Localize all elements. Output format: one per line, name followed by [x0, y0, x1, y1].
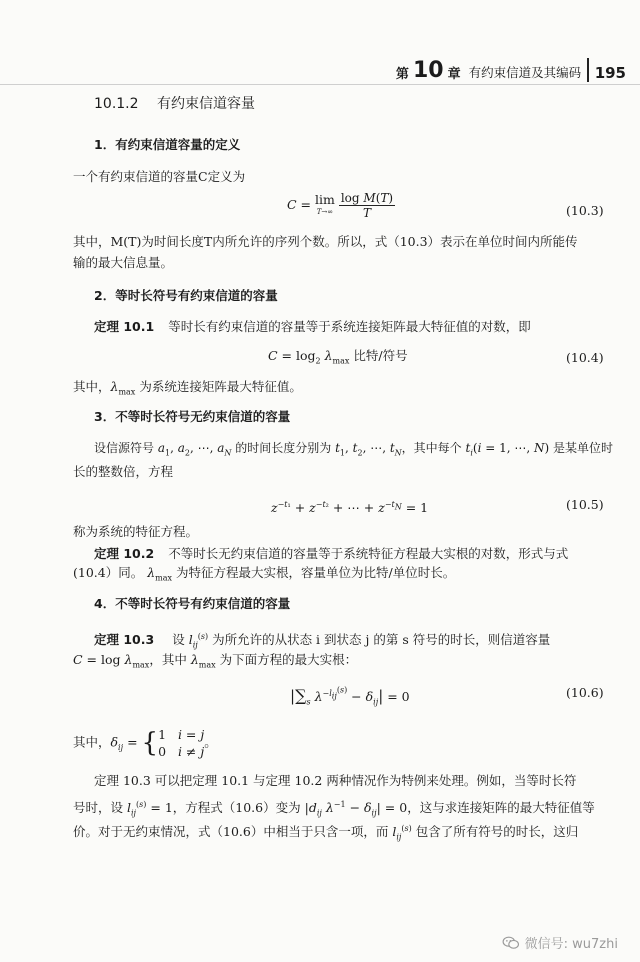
equation-unit: 比特/符号 — [353, 348, 408, 363]
sub3-line2: 长的整数倍，方程 — [73, 464, 174, 479]
theorem-label: 定理 10.2 — [94, 546, 155, 561]
sub4-para-line2: 号时，设 $l_{ij}^{(s)} = 1$，方程式（10.6）变为 $|d_{ij}$ $\lambda^{-1} - \delta_{ij}| = 0$，这与求连接矩阵的最大特征值等 — [73, 800, 595, 818]
chapter-suffix: 章 — [447, 67, 461, 82]
p3-b: 包含了所有符号的时长，这归 — [415, 824, 579, 840]
l1-b: 的时间长度分别为 — [235, 441, 332, 455]
theorem-label: 定理 10.1 — [94, 319, 155, 334]
t3-a: 设 — [172, 632, 185, 648]
equation-10-3: C = lim T→∞ $\frac{\text{log M(T)}}{T}$ — [287, 191, 394, 220]
delta-definition: 其中，$\delta_{ij} = \{1$ i = j 0 i ≠ j。 — [73, 727, 217, 759]
page-number: 195 — [594, 64, 626, 82]
sub3-after: 称为系统的特征方程。 — [73, 524, 199, 539]
theorem-label: 定理 10.3 — [94, 632, 155, 648]
equation-10-4: $C = \log_2 \lambda_{max}$ 比特/符号 — [268, 348, 408, 366]
l1-d: 是某单位时 — [553, 441, 614, 455]
p3-a: 价。对于无约束情况，式（10.6）中相当于只含一项，而 — [73, 824, 389, 840]
fraction: $\frac{\text{log M(T)}}{T}$ — [340, 191, 394, 220]
delta-prefix: 其中， — [73, 734, 111, 750]
sub4-para-line1: 定理 10.3 可以把定理 10.1 与定理 10.2 两种情况作为特例来处理。例如，当等时长符 — [94, 773, 577, 788]
running-header — [396, 56, 626, 82]
chapter-number: 10 — [412, 58, 444, 83]
l1-c: ，其中每个 — [401, 441, 462, 455]
p2-c: ，这与求连接矩阵的最大特征值等 — [407, 800, 595, 816]
eq-number-10-6: (10.6) — [566, 685, 604, 700]
header-rule — [0, 84, 640, 85]
watermark-text: 微信号: wu7zhi — [524, 937, 618, 952]
limit-operator: lim T→∞ — [315, 191, 335, 216]
theorem-text: 等时长有约束信道的容量等于系统连接矩阵最大特征值的对数，即 — [168, 319, 531, 334]
theorem-10-2-line2: (10.4）同。 $\lambda_{max}$ 为特征方程最大实根，容量单位为比特/单位时长。 — [73, 565, 456, 583]
header-divider — [587, 58, 589, 82]
t2-post: 为特征方程最大实根，容量单位为比特/单位时长。 — [176, 565, 456, 580]
sub1-para-line2: 输的最大信息量。 — [73, 255, 174, 270]
sub1-para-line1: 其中，M(T)为时间长度T内所允许的序列个数。所以，式（10.3）表示在单位时间内所能传 — [73, 234, 578, 249]
theorem-10-1 — [94, 319, 531, 335]
equation-10-6: $|\sum_s$ $\lambda^{-l_{ij}^{(s)}} - \delta_{ij}| = 0$ — [290, 685, 410, 707]
section-heading — [94, 96, 255, 112]
t3-c: ，其中 — [149, 652, 187, 667]
chapter-title: 有约束信道及其编码 — [468, 65, 582, 80]
theorem-10-3: 定理 10.3 设 $l_{ij}^{(s)}$ 为所允许的从状态 i 到状态 j 的第 s 符号的时长，则信道容量 — [94, 632, 551, 650]
eq-number-10-3: (10.3) — [566, 203, 604, 218]
l1-a: 设信源符号 — [94, 441, 155, 455]
wechat-icon — [502, 936, 520, 950]
sub4-para-line3: 价。对于无约束情况，式（10.6）中相当于只含一项，而 $l_{ij}^{(s)}$ 包含了所有符号的时长，这归 — [73, 824, 579, 842]
theorem-10-3-line2: $C = \log \lambda_{max}$，其中 $\lambda_{max}$ 为下面方程的最大实根： — [73, 652, 358, 670]
eq-number-10-4: (10.4) — [566, 350, 604, 365]
t3-b: 为所允许的从状态 i 到状态 j 的第 s 符号的时长，则信道容量 — [212, 632, 551, 648]
subsection-2-heading: 2．等时长符号有约束信道的容量 — [94, 288, 278, 303]
chapter-prefix: 第 — [395, 67, 409, 82]
after-prefix: 其中， — [73, 379, 111, 394]
after-suffix: 为系统连接矩阵最大特征值。 — [139, 379, 302, 394]
theorem-10-2 — [94, 546, 568, 562]
theorem-text: 不等时长无约束信道的容量等于系统特征方程最大实根的对数，形式与式 — [168, 546, 569, 561]
subsection-1-heading: 1．有约束信道容量的定义 — [94, 137, 241, 152]
watermark — [502, 933, 618, 952]
t2-pre: (10.4）同。 — [73, 565, 144, 580]
p2-a: 号时，设 — [73, 800, 124, 816]
subsection-3-heading: 3．不等时长符号无约束信道的容量 — [94, 409, 291, 424]
section-title: 有约束信道容量 — [156, 96, 255, 112]
equation-10-5: $z^{-t_1} + z^{-t_2}$ + ⋯ + $z^{-t_N} = 1$ — [271, 500, 429, 516]
sub2-after: 其中，$\lambda_{max}$ 为系统连接矩阵最大特征值。 — [73, 379, 302, 397]
t3-d: 为下面方程的最大实根： — [219, 652, 358, 667]
eq-number-10-5: (10.5) — [566, 497, 604, 512]
subsection-4-heading: 4．不等时长符号有约束信道的容量 — [94, 596, 291, 611]
sub3-line1: 设信源符号 $a_1$, $a_2$, ⋯, $a_N$ 的时间长度分别为 $t_1$, $t_2$, ⋯, $t_N$，其中每个 $t_i(i = 1$, ⋯, N) 是某单位时 — [94, 441, 614, 458]
sub1-intro: 一个有约束信道的容量C定义为 — [73, 169, 246, 184]
section-number: 10.1.2 — [94, 96, 139, 112]
p2-b: ，方程式（10.6）变为 — [172, 800, 301, 816]
